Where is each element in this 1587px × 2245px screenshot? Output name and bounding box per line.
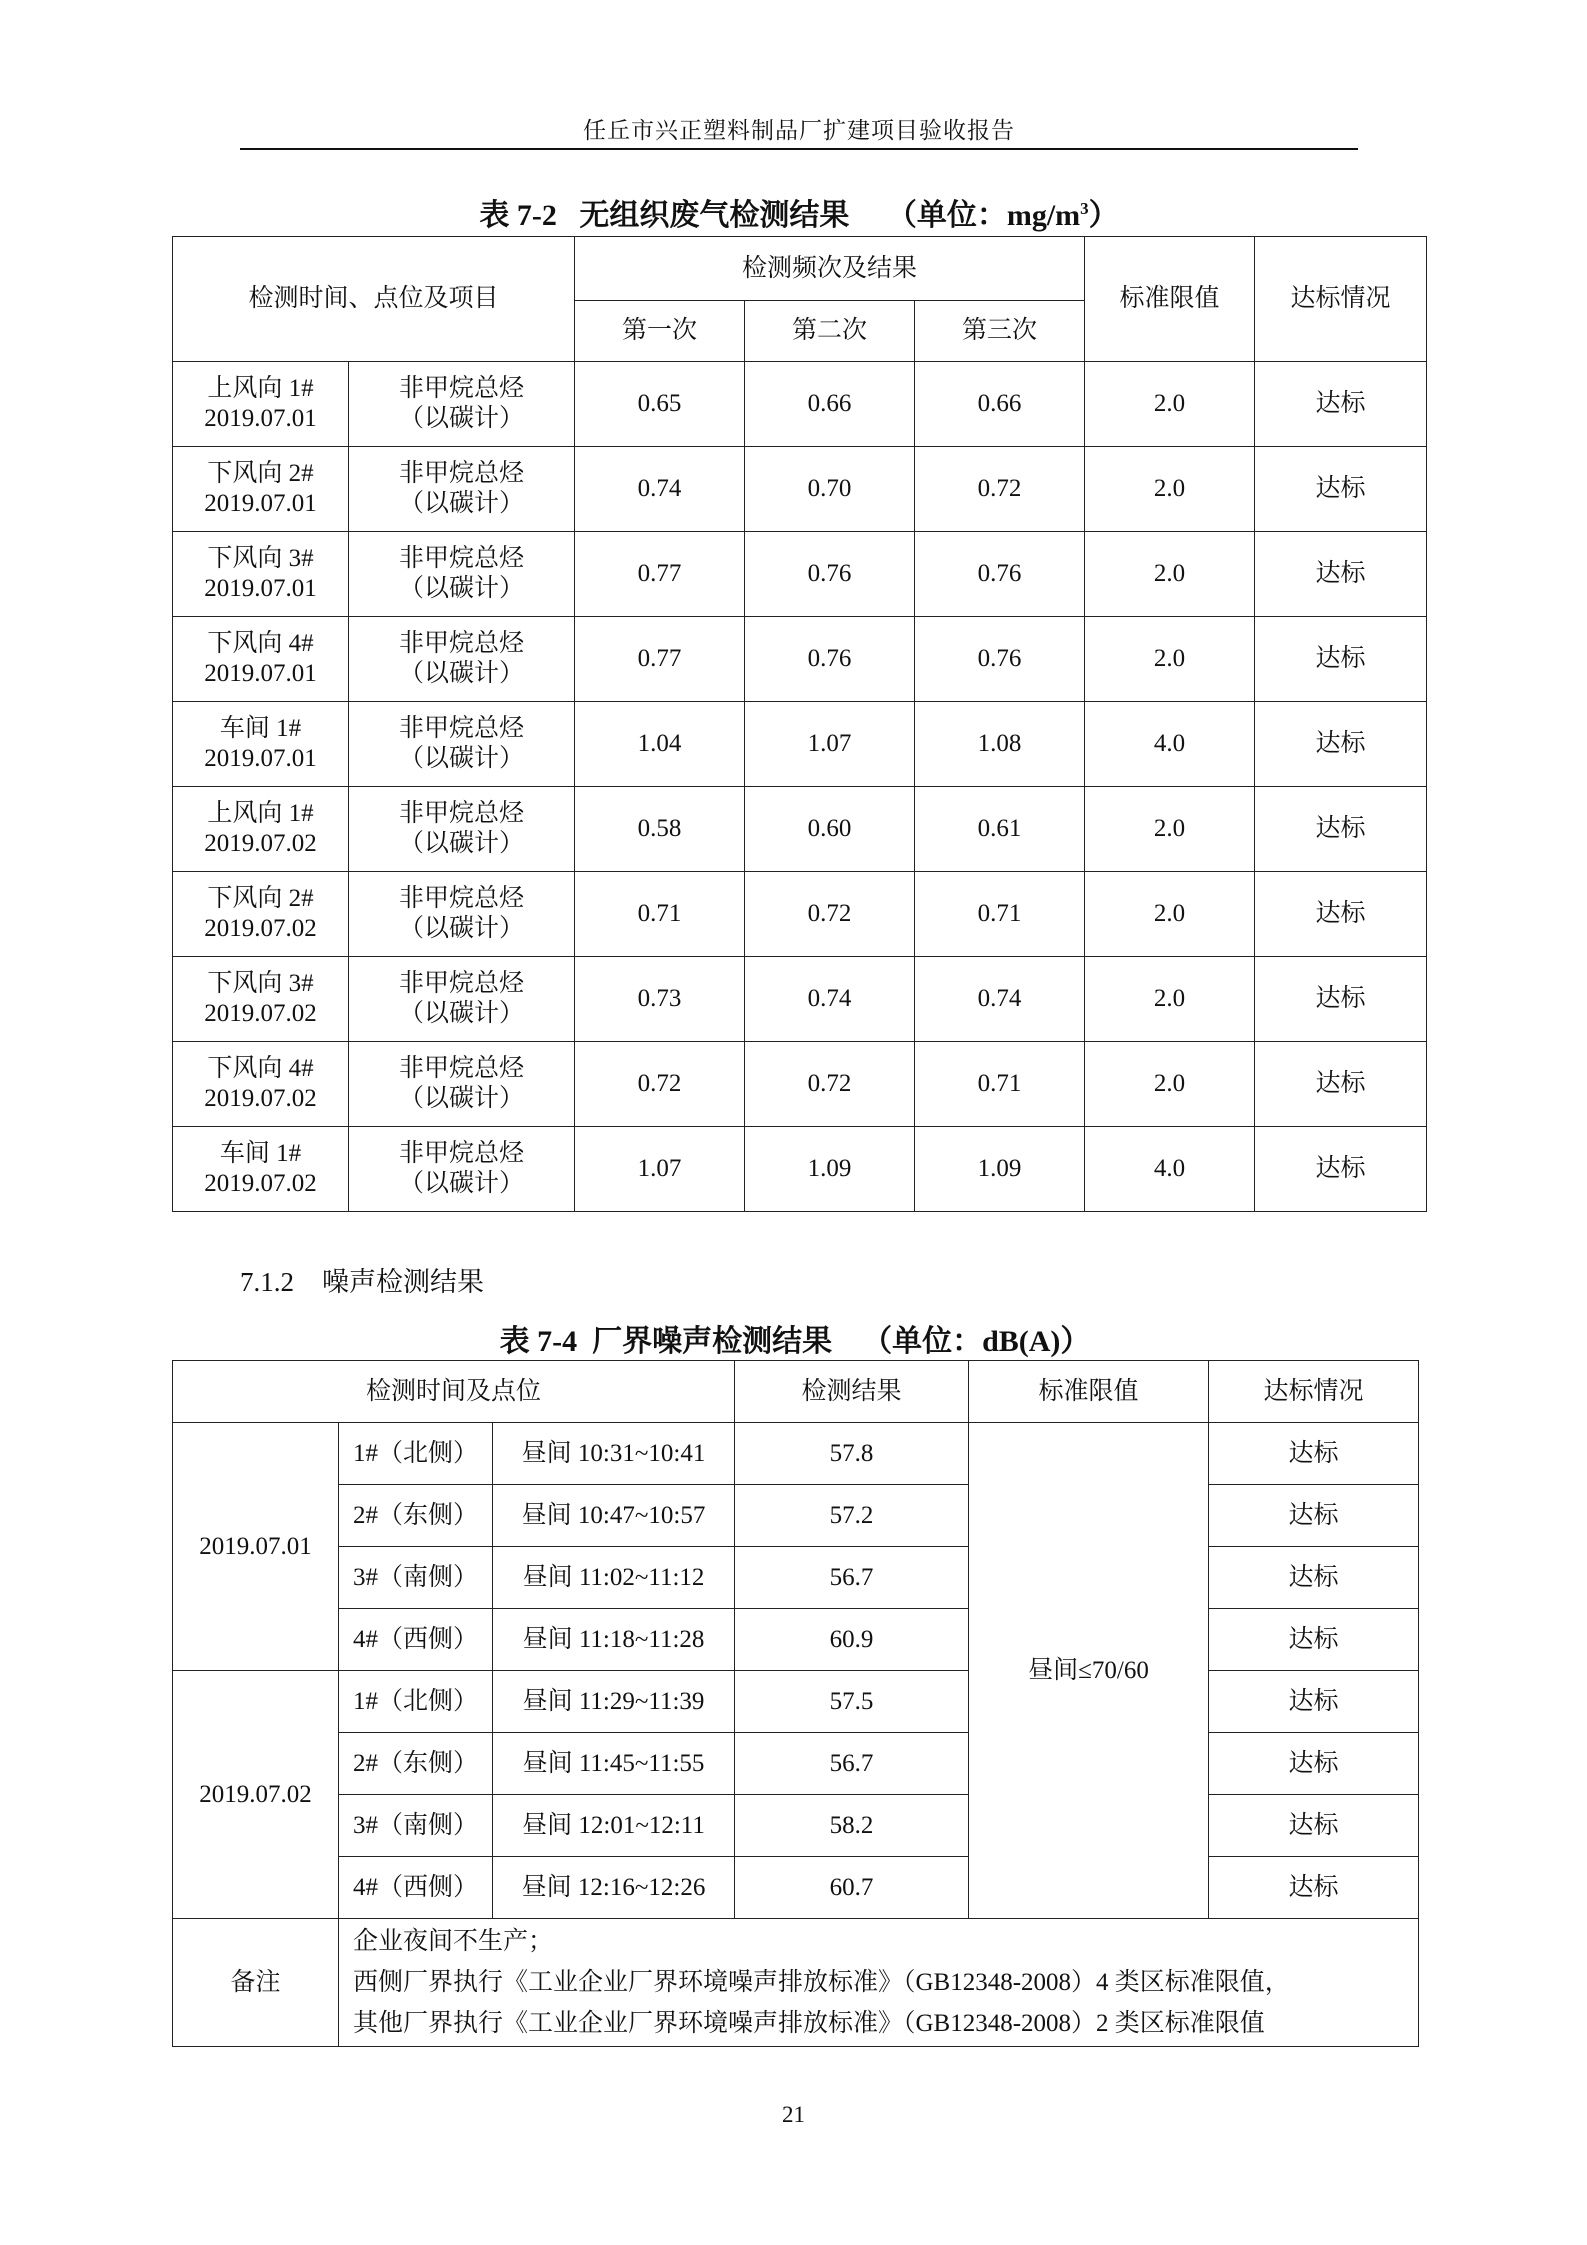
limit-cell: 4.0	[1085, 702, 1255, 787]
limit-cell: 2.0	[1085, 362, 1255, 447]
item-basis: （以碳计）	[399, 1085, 525, 1112]
point-label: 下风向 4#	[207, 630, 314, 657]
status-cell: 达标	[1255, 957, 1427, 1042]
item-basis: （以碳计）	[399, 745, 525, 772]
noise-table	[172, 1360, 1419, 2047]
period-cell: 昼间 10:47~10:57	[493, 1485, 735, 1547]
value-cell: 0.72	[745, 1042, 915, 1127]
point-date-cell	[173, 1127, 349, 1212]
header-item: 检测时间、点位及项目	[173, 237, 575, 362]
point-date-cell	[173, 1042, 349, 1127]
limit-cell: 2.0	[1085, 787, 1255, 872]
value-cell: 0.72	[745, 872, 915, 957]
point-cell: 4#（西侧）	[339, 1857, 493, 1919]
table-row	[173, 617, 1427, 702]
value-cell: 1.04	[575, 702, 745, 787]
table-7-2-title	[172, 190, 1426, 234]
limit-cell: 4.0	[1085, 1127, 1255, 1212]
value-cell: 0.60	[745, 787, 915, 872]
table-7-2-caption: 无组织废气检测结果	[579, 199, 850, 232]
limit-cell: 2.0	[1085, 532, 1255, 617]
status-cell: 达标	[1209, 1857, 1419, 1919]
item-cell	[349, 1042, 575, 1127]
waste-gas-table	[172, 236, 1427, 1212]
limit-cell: 2.0	[1085, 957, 1255, 1042]
point-cell: 1#（北侧）	[339, 1423, 493, 1485]
period-cell: 昼间 12:01~12:11	[493, 1795, 735, 1857]
value-cell: 0.76	[915, 532, 1085, 617]
status-cell: 达标	[1255, 1127, 1427, 1212]
value-cell: 0.77	[575, 532, 745, 617]
section-number: 7.1.2	[240, 1267, 294, 1297]
note-line: 西侧厂界执行《工业企业厂界环境噪声排放标准》（GB12348-2008）4 类区标准限值，	[353, 1969, 1290, 1996]
limit-cell: 2.0	[1085, 872, 1255, 957]
value-cell: 1.09	[745, 1127, 915, 1212]
item-cell	[349, 872, 575, 957]
point-date-cell	[173, 447, 349, 532]
period-cell: 昼间 10:31~10:41	[493, 1423, 735, 1485]
period-cell: 昼间 12:16~12:26	[493, 1857, 735, 1919]
limit-cell: 2.0	[1085, 447, 1255, 532]
value-cell: 0.58	[575, 787, 745, 872]
value-cell: 1.07	[575, 1127, 745, 1212]
table-row	[173, 1609, 1419, 1671]
value-cell: 0.65	[575, 362, 745, 447]
table-row	[173, 1127, 1427, 1212]
table-7-2-number: 表 7-2	[479, 199, 557, 232]
table-row	[173, 532, 1427, 617]
item-basis: （以碳计）	[399, 405, 525, 432]
point-date-cell	[173, 957, 349, 1042]
point-label: 车间 1#	[219, 715, 302, 742]
section-heading	[240, 1260, 484, 1299]
header-second: 第二次	[745, 301, 915, 362]
status-cell: 达标	[1255, 1042, 1427, 1127]
date-label: 2019.07.01	[204, 745, 317, 772]
note-content	[339, 1919, 1419, 2047]
result-cell: 56.7	[735, 1733, 969, 1795]
note-line: 其他厂界执行《工业企业厂界环境噪声排放标准》（GB12348-2008）2 类区标准限值	[353, 2010, 1265, 2037]
value-cell: 1.07	[745, 702, 915, 787]
note-label: 备注	[173, 1919, 339, 2047]
section-title: 噪声检测结果	[322, 1267, 484, 1297]
header-result: 检测结果	[735, 1361, 969, 1423]
item-cell	[349, 957, 575, 1042]
header-limit: 标准限值	[969, 1361, 1209, 1423]
item-cell	[349, 362, 575, 447]
header-frequency: 检测频次及结果	[575, 237, 1085, 301]
date-label: 2019.07.01	[204, 490, 317, 517]
unit-prefix: （单位：mg/m	[886, 199, 1081, 232]
table-row	[173, 1423, 1419, 1485]
result-cell: 60.9	[735, 1609, 969, 1671]
point-cell: 3#（南侧）	[339, 1795, 493, 1857]
value-cell: 0.74	[915, 957, 1085, 1042]
point-date-cell	[173, 617, 349, 702]
limit-cell: 2.0	[1085, 1042, 1255, 1127]
point-label: 上风向 1#	[207, 375, 314, 402]
table-row	[173, 362, 1427, 447]
point-label: 下风向 2#	[207, 885, 314, 912]
value-cell: 0.71	[915, 1042, 1085, 1127]
value-cell: 0.70	[745, 447, 915, 532]
item-name: 非甲烷总烃	[399, 715, 525, 742]
point-cell: 2#（东侧）	[339, 1485, 493, 1547]
item-cell	[349, 1127, 575, 1212]
period-cell: 昼间 11:29~11:39	[493, 1671, 735, 1733]
table-row	[173, 957, 1427, 1042]
point-label: 车间 1#	[219, 1140, 302, 1167]
table-row	[173, 872, 1427, 957]
item-cell	[349, 532, 575, 617]
value-cell: 0.72	[575, 1042, 745, 1127]
table-row	[173, 1042, 1427, 1127]
item-basis: （以碳计）	[399, 830, 525, 857]
item-name: 非甲烷总烃	[399, 545, 525, 572]
period-cell: 昼间 11:18~11:28	[493, 1609, 735, 1671]
item-basis: （以碳计）	[399, 1170, 525, 1197]
header-time-point: 检测时间及点位	[173, 1361, 735, 1423]
value-cell: 0.66	[745, 362, 915, 447]
unit-suffix: ）	[1088, 199, 1119, 232]
running-header: 任丘市兴正塑料制品厂扩建项目验收报告	[583, 118, 1015, 143]
value-cell: 1.09	[915, 1127, 1085, 1212]
item-name: 非甲烷总烃	[399, 630, 525, 657]
date-label: 2019.07.02	[204, 915, 317, 942]
date-cell: 2019.07.01	[173, 1423, 339, 1671]
unit-superscript: 3	[1080, 199, 1089, 218]
result-cell: 57.2	[735, 1485, 969, 1547]
value-cell: 0.77	[575, 617, 745, 702]
value-cell: 1.08	[915, 702, 1085, 787]
header-status: 达标情况	[1255, 237, 1427, 362]
date-label: 2019.07.01	[204, 660, 317, 687]
point-label: 下风向 4#	[207, 1055, 314, 1082]
date-label: 2019.07.02	[204, 1170, 317, 1197]
result-cell: 60.7	[735, 1857, 969, 1919]
status-cell: 达标	[1209, 1609, 1419, 1671]
status-cell: 达标	[1209, 1423, 1419, 1485]
point-label: 下风向 2#	[207, 460, 314, 487]
point-cell: 1#（北侧）	[339, 1671, 493, 1733]
item-name: 非甲烷总烃	[399, 375, 525, 402]
point-cell: 4#（西侧）	[339, 1609, 493, 1671]
point-date-cell	[173, 362, 349, 447]
item-name: 非甲烷总烃	[399, 800, 525, 827]
status-cell: 达标	[1255, 532, 1427, 617]
item-name: 非甲烷总烃	[399, 1140, 525, 1167]
status-cell: 达标	[1255, 362, 1427, 447]
table-7-4-unit: （单位：dB(A)）	[862, 1325, 1091, 1358]
item-cell	[349, 787, 575, 872]
point-date-cell	[173, 872, 349, 957]
note-line: 企业夜间不生产；	[353, 1928, 554, 1955]
value-cell: 0.76	[745, 532, 915, 617]
status-cell: 达标	[1255, 702, 1427, 787]
value-cell: 0.74	[745, 957, 915, 1042]
value-cell: 0.76	[915, 617, 1085, 702]
status-cell: 达标	[1209, 1547, 1419, 1609]
table-row	[173, 1547, 1419, 1609]
table-7-2-unit	[887, 199, 1119, 232]
status-cell: 达标	[1255, 447, 1427, 532]
result-cell: 58.2	[735, 1795, 969, 1857]
header-limit: 标准限值	[1085, 237, 1255, 362]
value-cell: 0.76	[745, 617, 915, 702]
item-cell	[349, 702, 575, 787]
value-cell: 0.71	[575, 872, 745, 957]
value-cell: 0.74	[575, 447, 745, 532]
item-basis: （以碳计）	[399, 915, 525, 942]
value-cell: 0.73	[575, 957, 745, 1042]
table-row	[173, 1733, 1419, 1795]
point-label: 上风向 1#	[207, 800, 314, 827]
table-7-4-number: 表 7-4	[499, 1325, 578, 1358]
table-7-4-title	[172, 1316, 1418, 1360]
item-cell	[349, 617, 575, 702]
point-date-cell	[173, 787, 349, 872]
result-cell: 56.7	[735, 1547, 969, 1609]
table-row	[173, 1857, 1419, 1919]
value-cell: 0.61	[915, 787, 1085, 872]
status-cell: 达标	[1209, 1733, 1419, 1795]
value-cell: 0.71	[915, 872, 1085, 957]
status-cell: 达标	[1255, 617, 1427, 702]
status-cell: 达标	[1209, 1485, 1419, 1547]
item-name: 非甲烷总烃	[399, 970, 525, 997]
table-row	[173, 702, 1427, 787]
table-row	[173, 1485, 1419, 1547]
item-basis: （以碳计）	[399, 575, 525, 602]
item-basis: （以碳计）	[399, 660, 525, 687]
item-basis: （以碳计）	[399, 1000, 525, 1027]
header-rule	[240, 148, 1358, 150]
point-cell: 2#（东侧）	[339, 1733, 493, 1795]
date-cell: 2019.07.02	[173, 1671, 339, 1919]
status-cell: 达标	[1209, 1795, 1419, 1857]
status-cell: 达标	[1209, 1671, 1419, 1733]
item-cell	[349, 447, 575, 532]
result-cell: 57.5	[735, 1671, 969, 1733]
table-row	[173, 447, 1427, 532]
header-third: 第三次	[915, 301, 1085, 362]
point-date-cell	[173, 702, 349, 787]
status-cell: 达标	[1255, 872, 1427, 957]
value-cell: 0.72	[915, 447, 1085, 532]
header-first: 第一次	[575, 301, 745, 362]
date-label: 2019.07.01	[204, 405, 317, 432]
point-cell: 3#（南侧）	[339, 1547, 493, 1609]
item-name: 非甲烷总烃	[399, 885, 525, 912]
table-row	[173, 787, 1427, 872]
date-label: 2019.07.02	[204, 1000, 317, 1027]
value-cell: 0.66	[915, 362, 1085, 447]
item-name: 非甲烷总烃	[399, 460, 525, 487]
item-name: 非甲烷总烃	[399, 1055, 525, 1082]
point-label: 下风向 3#	[207, 545, 314, 572]
point-date-cell	[173, 532, 349, 617]
result-cell: 57.8	[735, 1423, 969, 1485]
table-row	[173, 1671, 1419, 1733]
header-status: 达标情况	[1209, 1361, 1419, 1423]
date-label: 2019.07.02	[204, 830, 317, 857]
note-row	[173, 1919, 1419, 2047]
period-cell: 昼间 11:02~11:12	[493, 1547, 735, 1609]
page-number: 21	[782, 2102, 805, 2127]
limit-cell: 昼间≤70/60	[969, 1423, 1209, 1919]
date-label: 2019.07.02	[204, 1085, 317, 1112]
item-basis: （以碳计）	[399, 490, 525, 517]
status-cell: 达标	[1255, 787, 1427, 872]
date-label: 2019.07.01	[204, 575, 317, 602]
limit-cell: 2.0	[1085, 617, 1255, 702]
table-row	[173, 1795, 1419, 1857]
point-label: 下风向 3#	[207, 970, 314, 997]
table-7-4-caption: 厂界噪声检测结果	[592, 1325, 833, 1358]
period-cell: 昼间 11:45~11:55	[493, 1733, 735, 1795]
